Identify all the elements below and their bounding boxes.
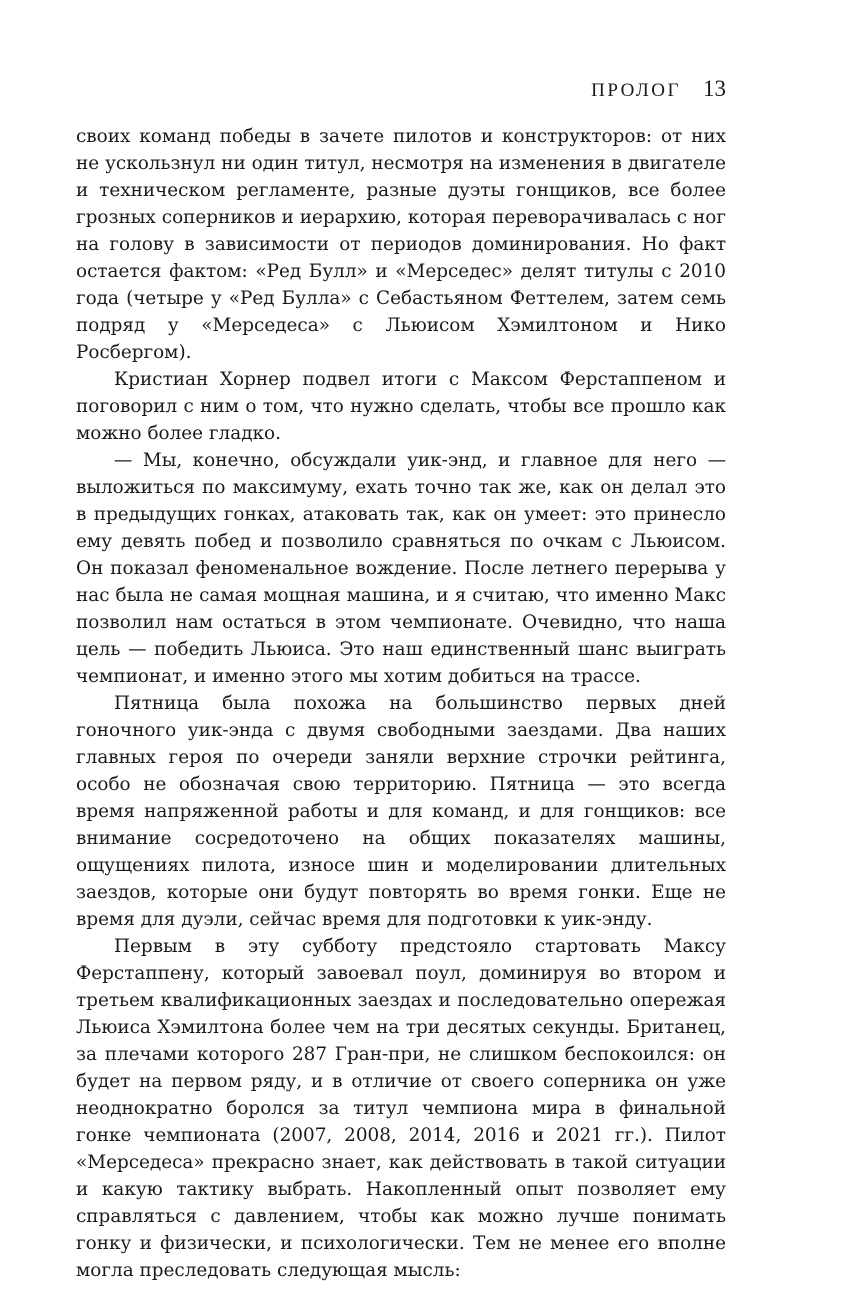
paragraph: Кристиан Хорнер подвел итоги с Максом Ферстаппеном и поговорил с ним о том, что нужно сделать, чтобы все прошло как можно более гладко.	[76, 369, 726, 444]
paragraph: Пятница была похожа на большинство первых дней гоночного уик-энда с двумя свободными заездами. Два наших главных героя по очереди заняли верхние строчки рейтинга, особо не обозначая свою территорию. Пятница — это всегда время напряженной работы и для команд, и для гонщиков: все внимание сосредоточено на общих показателях машины, ощущениях пилота, износе шин и моделировании длительных заездов, которые они будут повторять во время гонки. Еще не время для дуэли, сейчас время для подготовки к уик-энду.	[76, 693, 726, 930]
running-head	[591, 76, 726, 102]
paragraph-continued: своих команд победы в зачете пилотов и конструкторов: от них не ускользнул ни один титул, несмотря на изменения в двигателе и техническом регламенте, разные дуэты гонщиков, все более грозных соперников и иерархию, которая переворачивалась с ног на голову в зависимости от периодов доминирования. Но факт остается фактом: «Ред Булл» и «Мерседес» делят титулы с 2010 года (четыре у «Ред Булла» с Себастьяном Феттелем, затем семь подряд у «Мерседеса» с Льюисом Хэмилтоном и Нико Росбергом).	[76, 126, 726, 363]
body-text	[76, 123, 726, 1284]
page-number: 13	[703, 76, 726, 101]
chapter-title: ПРОЛОГ	[591, 80, 681, 101]
paragraph: Первым в эту субботу предстояло стартовать Максу Ферстаппену, который завоевал поул, доминируя во втором и третьем квалификационных заездах и последовательно опережая Льюиса Хэмилтона более чем на три десятых секунды. Британец, за плечами которого 287 Гран-при, не слишком беспокоился: он будет на первом ряду, и в отличие от своего соперника он уже неоднократно боролся за титул чемпиона мира в финальной гонке чемпионата (2007, 2008, 2014, 2016 и 2021 гг.). Пилот «Мерседеса» прекрасно знает, как действовать в такой ситуации и какую тактику выбрать. Накопленный опыт позволяет ему справляться с давлением, чтобы как можно лучше понимать гонку и физически, и психологически. Тем не менее его вполне могла преследовать следующая мысль:	[76, 936, 726, 1281]
paragraph-quote: — Мы, конечно, обсуждали уик-энд, и главное для него — выложиться по максимуму, ехать точно так же, как он делал это в предыдущих гонках, атаковать так, как он умеет: это принесло ему девять побед и позволило сравняться по очкам с Льюисом. Он показал феноменальное вождение. После летнего перерыва у нас была не самая мощная машина, и я считаю, что именно Макс позволил нам остаться в этом чемпионате. Очевидно, что наша цель — победить Льюиса. Это наш единственный шанс выиграть чемпионат, и именно этого мы хотим добиться на трассе.	[76, 450, 726, 687]
